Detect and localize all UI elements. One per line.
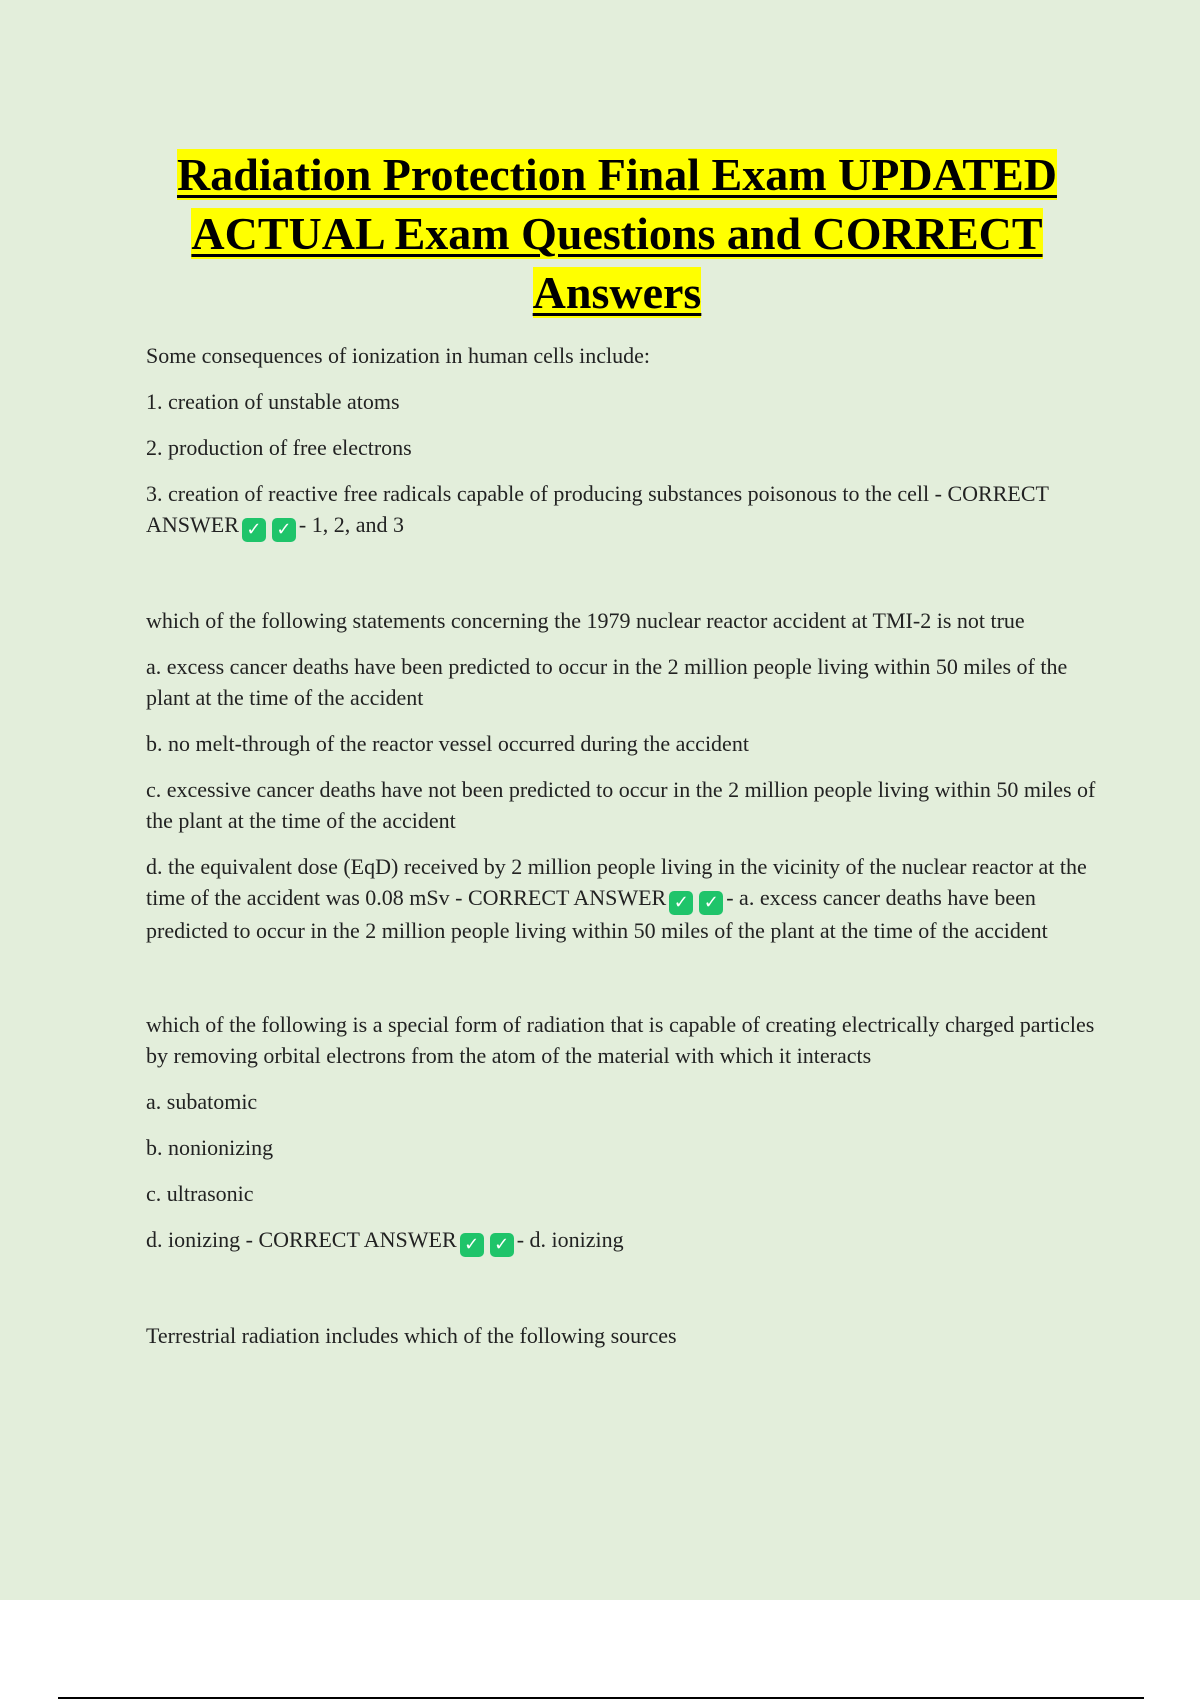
question-1-option-2: 2. production of free electrons: [146, 435, 412, 460]
check-mark-icon: ✓: [460, 1233, 484, 1257]
question-2-option-c: c. excessive cancer deaths have not been predicted to occur in the 2 million people living within 50 miles of the plant at the time of the accident: [146, 777, 1096, 833]
question-2-option-d: d. the equivalent dose (EqD) received by 2 million people living in the vicinity of the nuclear reactor at the time of the accident was 0.08 mSv -: [146, 854, 1087, 910]
question-2-option-d-with-answer: [146, 851, 1096, 946]
question-2-option-b: b. no melt-through of the reactor vessel occurred during the accident: [146, 731, 749, 756]
check-mark-icon: ✓: [242, 518, 266, 542]
question-3-option-a: a. subatomic: [146, 1089, 258, 1114]
correct-answer-label: CORRECT ANSWER: [467, 885, 667, 910]
question-4-stem: Terrestrial radiation includes which of the following sources: [146, 1323, 677, 1348]
title-line-2: ACTUAL Exam Questions and CORRECT: [191, 208, 1043, 259]
question-2-stem: which of the following statements concerning the 1979 nuclear reactor accident at TMI-2 is not true: [146, 608, 1025, 633]
question-2-answer: - a. excess cancer deaths have been predicted to occur in the 2 million people living within 50 miles of the plant at the time of the accident: [146, 885, 1048, 943]
question-1-answer: - 1, 2, and 3: [298, 512, 404, 537]
question-3-option-d-with-answer: [146, 1224, 1096, 1257]
question-1-option-1: 1. creation of unstable atoms: [146, 389, 400, 414]
question-3-option-d: d. ionizing -: [146, 1227, 253, 1252]
correct-answer-label: CORRECT ANSWER: [258, 1227, 457, 1252]
question-1-stem: Some consequences of ionization in human cells include:: [146, 343, 651, 368]
question-3-option-c: c. ultrasonic: [146, 1181, 254, 1206]
correct-answer-label: CORRECT ANSWER: [146, 481, 1049, 537]
document-body: [146, 340, 1096, 1366]
question-3-answer: - d. ionizing: [516, 1227, 624, 1252]
question-1-option-3-with-answer: [146, 478, 1096, 542]
question-3-stem: which of the following is a special form of radiation that is capable of creating electrically charged particles by removing orbital electrons from the atom of the material with which it interacts: [146, 1012, 1095, 1068]
check-mark-icon: ✓: [669, 891, 693, 915]
question-3-option-b: b. nonionizing: [146, 1135, 274, 1160]
check-mark-icon: ✓: [490, 1233, 514, 1257]
title-line-3: Answers: [532, 267, 702, 318]
question-2-option-a: a. excess cancer deaths have been predicted to occur in the 2 million people living within 50 miles of the plant at the time of the accident: [146, 654, 1068, 710]
title-line-1: Radiation Protection Final Exam UPDATED: [177, 149, 1057, 200]
question-1-option-3: 3. creation of reactive free radicals capable of producing substances poisonous to the cell -: [146, 481, 942, 506]
check-mark-icon: ✓: [272, 518, 296, 542]
check-mark-icon: ✓: [699, 891, 723, 915]
document-title: [130, 145, 1104, 322]
footer-divider: [58, 1697, 1144, 1699]
